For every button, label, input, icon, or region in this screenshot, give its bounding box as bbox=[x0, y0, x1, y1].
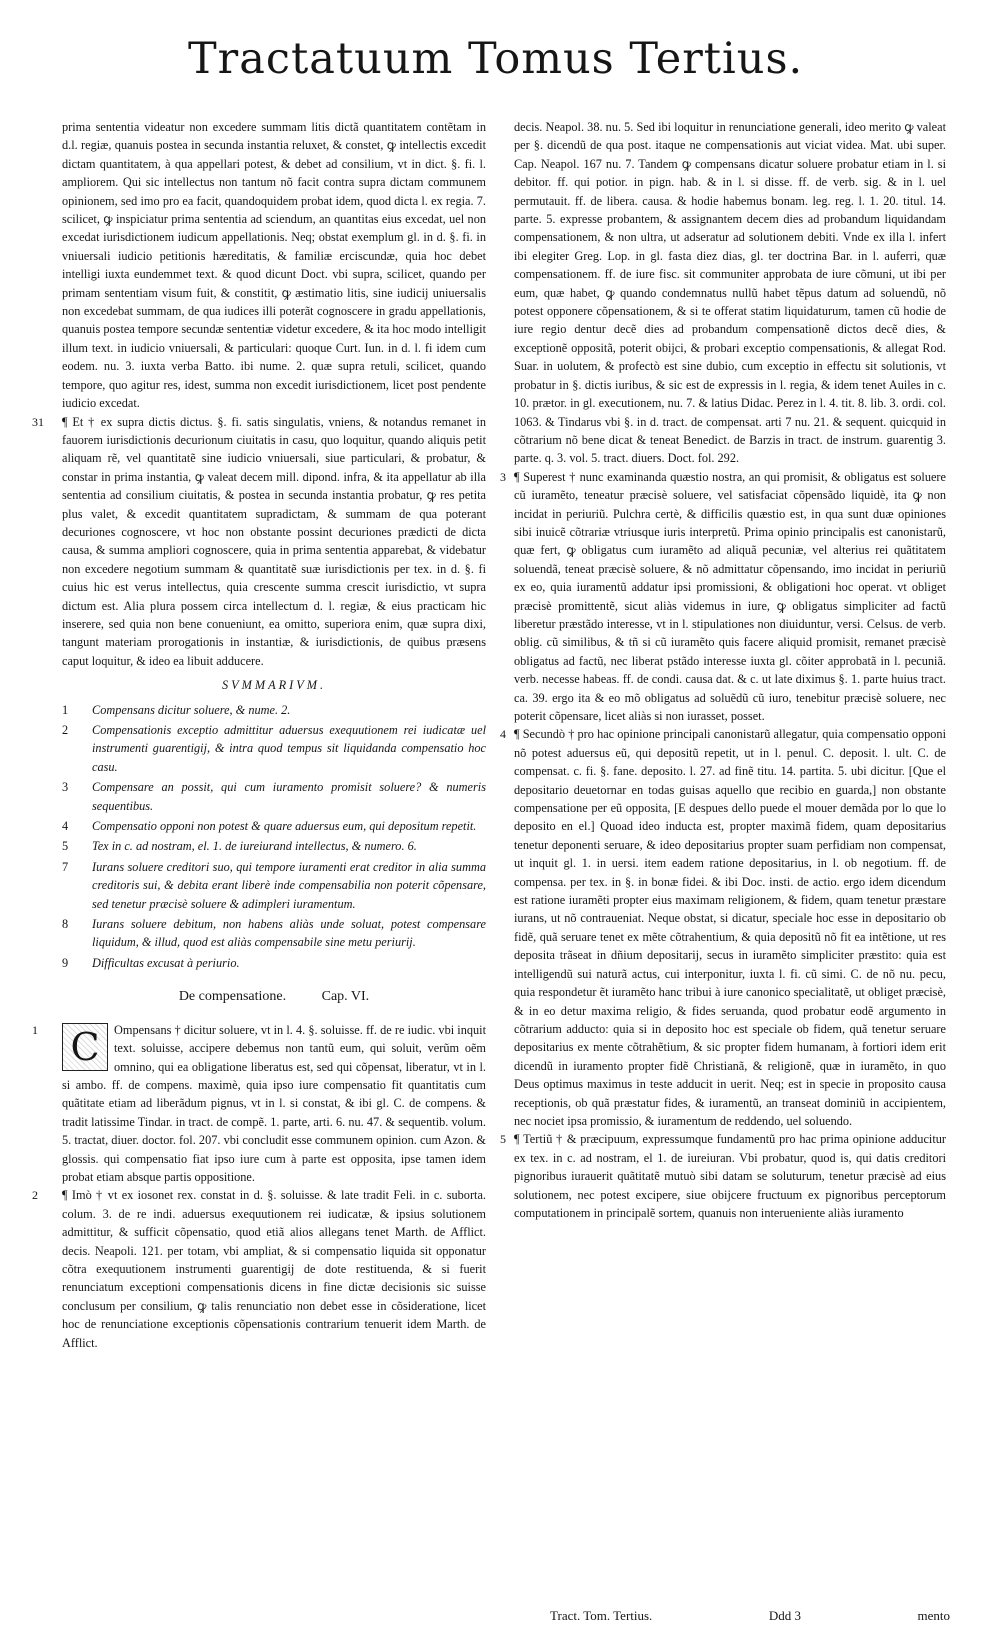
chapter-body bbox=[32, 1021, 486, 1187]
summary-number: 5 bbox=[62, 839, 69, 854]
right-column bbox=[500, 118, 946, 1596]
summary-text: Tex in c. ad nostram, el. 1. de iureiurand intellectus, & numero. 6. bbox=[92, 839, 417, 854]
summary-item bbox=[62, 701, 486, 719]
numbered-paragraph bbox=[500, 468, 946, 726]
margin-number: 4 bbox=[500, 727, 506, 742]
margin-number: 31 bbox=[32, 414, 44, 429]
paragraph-text: ¶ Superest † nunc examinanda quæstio nostra, an qui promisit, & obligatus est soluere cũ iuramẽto, teneatur præcisè soluere, vel satisfaciat cõpensãdo liquidè, ita ꝙ non incidat in periuriũ. Pulchra certè, & difficilis quæstio est, in qua sunt duæ opiniones sibi inuicẽ cõtrariæ vtriusque iuris interpretũ. Prima opinio principalis est canonistarũ, quæ fert, ꝙ obligatus cum iuramẽto ad aliquã pecuniæ, vel alterius rei quãtitatem soluendã, teneat præcisè soluere, & nõ admittatur cõpensando, imo incidat in periuriũ ex eo, quia iuramentũ addatur ipsi promissioni, & obligationi hoc operat. vt obliget præcisè promittentẽ, sicut aliàs videmus in iure, ꝙ obligatus simpliciter ad factũ liberetur præstãdo interesse, vt in l. stipulationes non diuiduntur, versi. Celsus. de verb. oblig. cũ similibus, & tñ si cũ iuramẽto quis facere aliquid promisit, remanet præcisè obligatus ad factũ, nec liberat pstãdo interesse iuxta gl. cõiter approbatã in l. pecuniã. verb. necesse habeas. ff. de condi. causa dat. & c. ut late diximus §. 1. parte huius tract. ca. 39. ergo ita & eo mõ obligatus ad soluẽdũ cũ iuro, tenebitur præcisè soluere, nec poterit cõpensare, licet aliàs si non iurasset, posset. bbox=[514, 469, 946, 723]
summary-number: 7 bbox=[62, 859, 69, 874]
numbered-paragraph bbox=[32, 1186, 486, 1352]
summary-item bbox=[62, 858, 486, 913]
paragraph-text: ¶ Imò † vt ex iosonet rex. constat in d. §. soluisse. & late tradit Feli. in c. suborta. colum. 3. de re indi. aduersus exequutionem rei iudicatæ, & ipsius solutionem admittitur, & sufficit cõpensatio, quod etiã alios allegans tenet Marth. de Afflict. decis. Neapoli. 121. per totam, vbi ampliat, & si compensatio liquida sit opponatur cõtra exequutionem instrumenti guarentigij de dote restituenda, & si fuerit renunciatum exceptioni compensationis dicens in fine dictæ decisionis sic suisse conclusum per consilium, ꝙ talis renunciatio non debet esse in cõsideratione, licet hoc de renunciatione exceptionis cõpensationis contrarium tenuerit idem Marth. de Afflict. bbox=[62, 1188, 486, 1350]
paragraph-text: ¶ Secundò † pro hac opinione principali canonistarũ allegatur, quia compensatio opponi nõ potest aduersus eũ, qui depositũ repetit, ut in l. penul. C. deposit. l. ult. C. de compensat. c. fi. §. fane. deposito. l. 27. ad finẽ titu. 14. partita. 5. ubi dicitur. [Que el depositario deuetornar en todas guisas aquello que recibio en guarda,] non obstante compensatione per eũ opposita, [E despues dello puede el mouer demãda por lo que lo deposito en el.] Quoad ideo inducta est, propter maximã fidem, quam depositarius tenetur deponenti seruare, & ideo depositarius propter suam perfidiam non compensat, ut inquit gl. 1. in uersi. item eadem ratione depositarius, in l. ob negotium. ff. de compensa. per tex. in §. in bonæ fidei. & ibi Doc. insti. de actio. ergo idem dicendum est ratione iuramẽti propter eius maximam religionem, & fidem, quam tenetur præstare iurans, ut nõ contraueniat. Neque obstat, si dicatur, speciale hoc esse in depositario ob fidẽ, quã seruare tenet ex mẽte cõtrahentium, & quia depositũ nõ fit ea intẽtione, ut res deposita trãseat in dñium depositarij, secus in iuramẽto simpliciter præstito: quia est intelligendũ sui naturã actus, cui interponitur, iuxta l. fi. cũ simi. C. de nõ nu. pecu, quia respondetur ẽt iuramẽto hanc tribui à iure canonico specialitatẽ, ut obliget præcisè, & in eo detur maxima religio, & fides seruanda, quod probatur eodẽ argumento in cõtrarium adducto: quia si in deposito hoc est speciale ob fidem, quã tenetur seruare depositarius ex mente cõtrahẽtium, & sic propter fidem humanam, à fortiori idem erit dicendũ in iuramento propter fidẽ Christianã, & religionẽ, quæ in iuramẽto, in quo Deus optimus maximus in teste adducit in uerit. Neq; est in specie in proposito causa receptionis, ob quã præstatur fides, & iuramentũ, an transeat dominiũ in accipientem, nec nociet ipsa promissio, & iuramentum de reddendo, uel soluendo. bbox=[514, 727, 946, 1128]
summary-number: 8 bbox=[62, 917, 69, 932]
summary-number: 3 bbox=[62, 780, 69, 795]
numbered-paragraph bbox=[500, 725, 946, 1130]
summary-list bbox=[62, 701, 486, 973]
summary-number: 9 bbox=[62, 955, 69, 970]
summary-text: Difficultas excusat à periurio. bbox=[92, 955, 240, 970]
running-title: Tractatuum Tomus Tertius. bbox=[188, 34, 804, 84]
summary-text: Iurans soluere debitum, non habens aliàs unde soluat, potest compensare liquidum, & illud, quod est aliàs compensabile sine metu periurij. bbox=[92, 917, 486, 950]
paragraph: decis. Neapol. 38. nu. 5. Sed ibi loquitur in renunciatione generali, ideo merito ꝙ valeat per §. dicendũ de qua post. itaque ne compensationis aut viciat videa. Mat. ubi super. Cap. Neapol. 167 nu. 7. Tandem ꝙ compensans dicatur soluere probatur etiam in l. si debitor. ff. qui potior. in pign. hab. & in l. si disse. ff. de verb. sig. & in l. uel permutauit. ff. de libera. causa. & hodie habemus bonam. leg. reg. l. 1. 20. titul. 14. parte. 5. expresse probantem, & assignantem decem dies ad probandum liquidandam compensationem, & non ultra, ut adseratur ad solutionem debiti. Vnde ex illa l. infert ibi elegiter Greg. Lop. in gl. fasta diez dias, gl. ter doctrina Bar. in l. auferri, quæ compensationem. ff. de iure fisc. sit communiter approbata de iure cõmuni, ut ibi per eum, quæ habet, ꝙ quando condemnatus nullũ habet tẽpus datum ad soluendũ, nõ potest opponere cõpensationem, & si te offerat statim liquidaturum, tamen cũ hodie de iure regio dentur decẽ dies ad probandum compensationẽ dictos decẽ dies, & exceptionẽ oppositã, poterit obijci, & probari exceptio compensationis, & allegat Rod. Suar. in uolutem, & profectò est sine dubio, cum exceptio in effectu sit solutionis, vt probatur in §. dictis iuribus, & sic est de expressis in l. regia, & idem tenet Auiles in c. 10. prætor. in gl. executionem, nu. 7. & latius Didac. Perez in l. 4. tit. 8. lib. 3. ordi. col. 1063. & Tindarus vbi §. in d. tract. de compensat. arti 7 nu. 21. & sequent. quicquid in cõtrarium nõ bene dicat & teneat Benedict. de Barzis in tract. de instrum. guarentig 3. parte. q. 3. vol. 5. tract. diuers. Doct. fol. 292. bbox=[514, 120, 946, 466]
summary-item bbox=[62, 915, 486, 952]
summary-item bbox=[62, 817, 486, 835]
summary-item bbox=[62, 837, 486, 855]
chapter-heading bbox=[62, 988, 486, 1006]
decorated-initial: C bbox=[62, 1023, 108, 1071]
summary-number: 2 bbox=[62, 723, 69, 737]
catchword: mento bbox=[917, 1608, 950, 1623]
margin-number: 5 bbox=[500, 1132, 506, 1147]
summary-number: 4 bbox=[62, 819, 69, 834]
chapter-title: De compensatione. bbox=[178, 989, 287, 1005]
page-footer bbox=[550, 1608, 950, 1624]
signature-mark: Ddd 3 bbox=[768, 1608, 801, 1623]
left-column bbox=[32, 118, 486, 1606]
numbered-paragraph bbox=[500, 1130, 946, 1222]
summary-number: 1 bbox=[62, 702, 69, 717]
paragraph-text: ¶ Et † ex supra dictis dictus. §. fi. satis singulatis, vniens, & notandus remanet in fauorem iurisdictionis decurionum ciuitatis in casu, quo loquitur, quando aliquis petit aliquam rẽ, vel quantitatẽ sine iudicio vniuersali, siue particulari, & probatur, & constar in prima instantia, ꝙ valeat decem mill. dipond. infra, & ita appellatur ab illa sententia ad consilium ciuitatis, & postea in secunda instantia probatur, ꝙ res petita plus valet, & excedit quantitatem supradictam, & summam de qua poterant decuriones cognoscere, vt hoc non obstante possint decuriones prædicti de dicta causa, & summa ampliori cognoscere, quia in prima sententia apparebat, & videbatur non excedere negotium summam & quantitatẽ suæ iurisdictionis per tex. in d. §. fi cuius hic est verus intellectus, quia crescente summa crescit iurisdictio, vt supra dictum est. Alia plura possem circa intellectum d. l. regiæ, & eius practicam hic inserere, sed quia non bene conueniunt, ea omitto, superiora enim, quæ supra dixi, tangunt materiam prorogationis in instantiæ, & iurisdictionis, de quibus præsens caput loquitur, & ideo ea libuit adducere. bbox=[62, 414, 486, 668]
chapter-number: Cap. VI. bbox=[321, 989, 370, 1005]
summary-item bbox=[62, 721, 486, 776]
summary-item bbox=[62, 778, 486, 815]
margin-number: 1 bbox=[32, 1022, 38, 1037]
summary-text: Compensatio opponi non potest & quare aduersus eum, qui depositum repetit. bbox=[92, 819, 477, 834]
margin-number: 2 bbox=[32, 1188, 38, 1203]
footer-title: Tract. Tom. Tertius. bbox=[550, 1608, 653, 1623]
summary-text: Compensare an possit, qui cum iuramento promisit soluere? & numeris sequentibus. bbox=[92, 780, 486, 813]
numbered-paragraph bbox=[32, 413, 486, 671]
summary-text: Compensans dicitur soluere, & nume. 2. bbox=[92, 702, 291, 717]
summary-item bbox=[62, 954, 486, 972]
paragraph-text: ¶ Tertiũ † & præcipuum, expressumque fundamentũ pro hac prima opinione adducitur ex tex. in c. ad nostram, el 1. de iureiuran. Vbi probatur, quod is, qui datis creditori pignoribus iurauerit quãtitatẽ mutuò sibi datam se soluturum, tenetur præcisè ad eius solutionem, nec potest excipere, siue obijcere fructuum ex pignoribus perceptorum computationem in principalẽ sortem, quanuis non interueniente aliàs iuramento bbox=[514, 1132, 946, 1220]
margin-number: 3 bbox=[500, 469, 506, 484]
summary-text: Compensationis exceptio admittitur aduersus exequutionem rei iudicatæ uel instrumenti guarentigij, & intra quod tempus sit liquidanda compensatio hoc casu. bbox=[92, 723, 486, 774]
summary-heading: SVMMARIVM. bbox=[221, 678, 327, 693]
paragraph: prima sententia videatur non excedere summam litis dictã quantitatem contẽtam in d.l. regiæ, quanuis postea in secunda instantia reluxet, & constet, ꝙ intellectis excedit dictam quantitatem, à qua appellari potest, & debet ad consilium, vt in dict. §. fi. l. ampliorem. Qui sic intellectus non tantum nõ facit contra supra dictam communem opinionem, sed imo pro ea facit, quandoquidem probat idem, quod dicta l. ex regia. 7. scilicet, ꝙ inspiciatur prima sententia ad sciendum, an quantitas eius excedat, uel non excedat iurisdictionem iudicum appellationis. Neq; obstat exemplum gl. in d. §. fi. in vniuersali iudicio petitionis hæreditatis, & familiæ erciscundæ, quia hoc debet intelligi iuxta eundemmet text. & quod dicunt Doct. vbi supra, scilicet, quando per primam sententiam visum fuit, & constitit, ꝙ æstimatio litis, sine iudicij uniuersalis non excedebat summam, de qua iudices illi poterãt cognoscere in gradu appellationis, quanuis postea tempore secundæ sententiæ videtur excedere, & ita hoc modo intelligit illum text. in iudicio vniuersali, & particulari: quoque Curt. Iun. in d. l. fi idem cum eodem. nu. 3. iuxta verba Batto. ibi nume. 2. quæ supra retuli, scilicet, quando tempore, quo agitur res, idest, summa non excedit iurisdictionem, licet post pendente iudicio excedat. bbox=[62, 120, 486, 411]
summary-text: Iurans soluere creditori suo, qui tempore iuramenti erat creditor in alia summa creditoris sui, & debita erant liberè inde compensabilia non poterit cõpensare, sed tenetur præcisè soluere & adimpleri iuramentum. bbox=[92, 859, 486, 911]
paragraph: Ompensans † dicitur soluere, vt in l. 4. §. soluisse. ff. de re iudic. vbi inquit text. soluisse, accipere debemus non tantũ eum, qui soluit, verũm oẽm omnino, qui ea obligatione liberatus est, sed qui cõpensat, liberatur, vt in l. si ambo. ff. de compens. maximè, quia ipso iure compensatio fit quantitatis cum quãtitate etiam ad liberãdum pignus, vt in l. si constat, & ibi gl. C. de compens. & tradit latissime Tindar. in tract. de compẽ. 1. parte, arti. 6. nu. 47. & sequentib. volum. 5. tractat, diuer. doctor. fol. 207. vbi concludit esse communem opinion. cum Azon. & glossis. qui compensatio fiat ipso iure cum à parte est opposita, ipse tamen idem probat etiam absque partis oppositione. bbox=[62, 1022, 486, 1184]
